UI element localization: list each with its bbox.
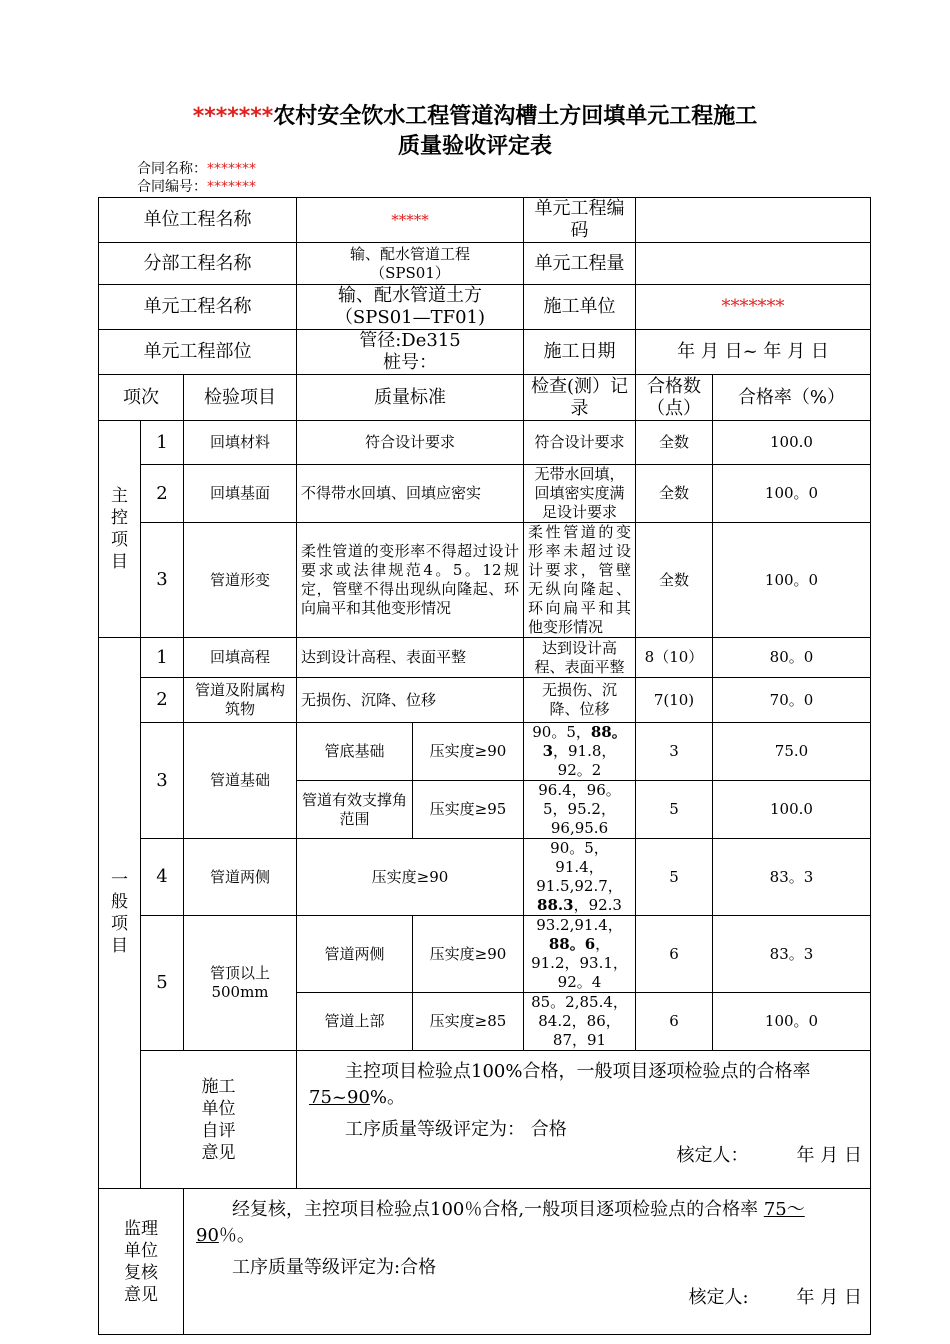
main-item-name: 回填材料 xyxy=(184,421,297,465)
contract-name: 合同名称：******* xyxy=(137,161,256,177)
main-item-rate: 100.0 xyxy=(713,421,871,465)
col-check-item: 检验项目 xyxy=(184,375,297,421)
general-item-count: 5 xyxy=(636,839,713,916)
sub-item-count: 6 xyxy=(636,993,713,1051)
contract-number: 合同编号：******* xyxy=(137,179,256,195)
sub-item-standard: 压实度≥90 xyxy=(413,916,524,993)
general-item-rate: 83。3 xyxy=(713,839,871,916)
general-item-name: 管顶以上500mm xyxy=(184,916,297,1051)
element-code-value xyxy=(636,198,871,243)
sub-item-name: 管道有效支撑角范围 xyxy=(297,781,413,839)
col-pass-rate: 合格率（%） xyxy=(713,375,871,421)
main-item-rate: 100。0 xyxy=(713,465,871,523)
general-item-rate: 70。0 xyxy=(713,678,871,723)
general-item-count: 7(10) xyxy=(636,678,713,723)
contractor-value: ******* xyxy=(636,285,871,330)
title-stars: ******* xyxy=(192,104,274,129)
main-item-no: 1 xyxy=(141,421,184,465)
general-item-no: 5 xyxy=(141,916,184,1051)
sub-item-rate: 75.0 xyxy=(713,723,871,781)
general-item-no: 4 xyxy=(141,839,184,916)
date-label: 施工日期 xyxy=(524,330,636,375)
main-item-standard: 柔性管道的变形率不得超过设计要求或法律规范4。5。12规定，管壁不得出现纵向隆起、环向扁平和其他变形情况 xyxy=(297,523,524,638)
sub-item-name: 管道上部 xyxy=(297,993,413,1051)
sub-item-record: 96.4，96。5，95.2，96,95.6 xyxy=(524,781,636,839)
col-standard: 质量标准 xyxy=(297,375,524,421)
main-group-label: 主控项目 xyxy=(99,421,141,638)
main-item-no: 2 xyxy=(141,465,184,523)
general-item-standard: 达到设计高程、表面平整 xyxy=(297,638,524,678)
general-item-record: 达到设计高程、表面平整 xyxy=(524,638,636,678)
location-value: 管径:De315 桩号： xyxy=(297,330,524,375)
self-eval-label: 施工单位自评意见 xyxy=(141,1051,297,1189)
date-value: 年 月 日~ 年 月 日 xyxy=(636,330,871,375)
main-item-count: 全数 xyxy=(636,421,713,465)
general-item-count: 8（10） xyxy=(636,638,713,678)
col-item-no: 项次 xyxy=(99,375,184,421)
main-item-standard: 不得带水回填、回填应密实 xyxy=(297,465,524,523)
unit-project-label: 单位工程名称 xyxy=(99,198,297,243)
main-item-no: 3 xyxy=(141,523,184,638)
general-item-no: 1 xyxy=(141,638,184,678)
location-label: 单元工程部位 xyxy=(99,330,297,375)
main-item-record: 柔性管道的变形率未超过设计要求，管壁无纵向隆起、环向扁平和其他变形情况 xyxy=(524,523,636,638)
col-record: 检查(测）记录 xyxy=(524,375,636,421)
general-item-standard: 压实度≥90 xyxy=(297,839,524,916)
main-item-rate: 100。0 xyxy=(713,523,871,638)
supervisor-opinion: 经复核，主控项目检验点100％合格,一般项目逐项检验点的合格率 75～90％。 工序质量等级评定为:合格 核定人: 年 月 日 xyxy=(184,1189,871,1335)
col-pass-count: 合格数（点） xyxy=(636,375,713,421)
main-item-name: 回填基面 xyxy=(184,465,297,523)
division-value: 输、配水管道工程 （SPS01） xyxy=(297,243,524,285)
general-item-name: 管道基础 xyxy=(184,723,297,839)
main-item-name: 管道形变 xyxy=(184,523,297,638)
general-group-label: 一般项目 xyxy=(99,638,141,1189)
sub-item-record: 90。5，88。3，91.8，92。2 xyxy=(524,723,636,781)
evaluation-table xyxy=(98,197,871,1335)
general-item-no: 2 xyxy=(141,678,184,723)
general-item-standard: 无损伤、沉降、位移 xyxy=(297,678,524,723)
sub-item-name: 管底基础 xyxy=(297,723,413,781)
element-name-label: 单元工程名称 xyxy=(99,285,297,330)
general-item-name: 管道及附属构筑物 xyxy=(184,678,297,723)
sub-item-count: 6 xyxy=(636,916,713,993)
doc-title-line1: *******农村安全饮水工程管道沟槽土方回填单元工程施工 xyxy=(192,104,758,129)
sub-item-standard: 压实度≥95 xyxy=(413,781,524,839)
general-item-name: 回填高程 xyxy=(184,638,297,678)
general-item-rate: 80。0 xyxy=(713,638,871,678)
general-item-name: 管道两侧 xyxy=(184,839,297,916)
main-item-standard: 符合设计要求 xyxy=(297,421,524,465)
element-code-label: 单元工程编码 xyxy=(524,198,636,243)
sub-item-record: 93.2,91.4，88。6，91.2，93.1，92。4 xyxy=(524,916,636,993)
contractor-label: 施工单位 xyxy=(524,285,636,330)
sub-item-name: 管道两侧 xyxy=(297,916,413,993)
main-item-count: 全数 xyxy=(636,523,713,638)
main-item-count: 全数 xyxy=(636,465,713,523)
division-label: 分部工程名称 xyxy=(99,243,297,285)
element-qty-label: 单元工程量 xyxy=(524,243,636,285)
sub-item-rate: 83。3 xyxy=(713,916,871,993)
general-item-no: 3 xyxy=(141,723,184,839)
sub-item-standard: 压实度≥85 xyxy=(413,993,524,1051)
sub-item-count: 3 xyxy=(636,723,713,781)
main-item-record: 无带水回填，回填密实度满足设计要求 xyxy=(524,465,636,523)
sub-item-rate: 100.0 xyxy=(713,781,871,839)
sub-item-standard: 压实度≥90 xyxy=(413,723,524,781)
element-name-value: 输、配水管道土方 （SPS01—TF01) xyxy=(297,285,524,330)
self-eval-opinion: 主控项目检验点100%合格，一般项目逐项检验点的合格率 75~90%。 工序质量等级评定为： 合格 核定人： 年 月 日 xyxy=(297,1051,871,1189)
supervisor-label: 监理单位复核意见 xyxy=(99,1189,184,1335)
general-item-record: 90。5，91.4，91.5,92.7，88.3，92.3 xyxy=(524,839,636,916)
sub-item-count: 5 xyxy=(636,781,713,839)
sub-item-record: 85。2,85.4，84.2，86，87，91 xyxy=(524,993,636,1051)
main-item-record: 符合设计要求 xyxy=(524,421,636,465)
doc-title-line2: 质量验收评定表 xyxy=(397,134,552,159)
element-qty-value xyxy=(636,243,871,285)
sub-item-rate: 100。0 xyxy=(713,993,871,1051)
unit-project-value: ***** xyxy=(297,198,524,243)
general-item-record: 无损伤、沉降、位移 xyxy=(524,678,636,723)
